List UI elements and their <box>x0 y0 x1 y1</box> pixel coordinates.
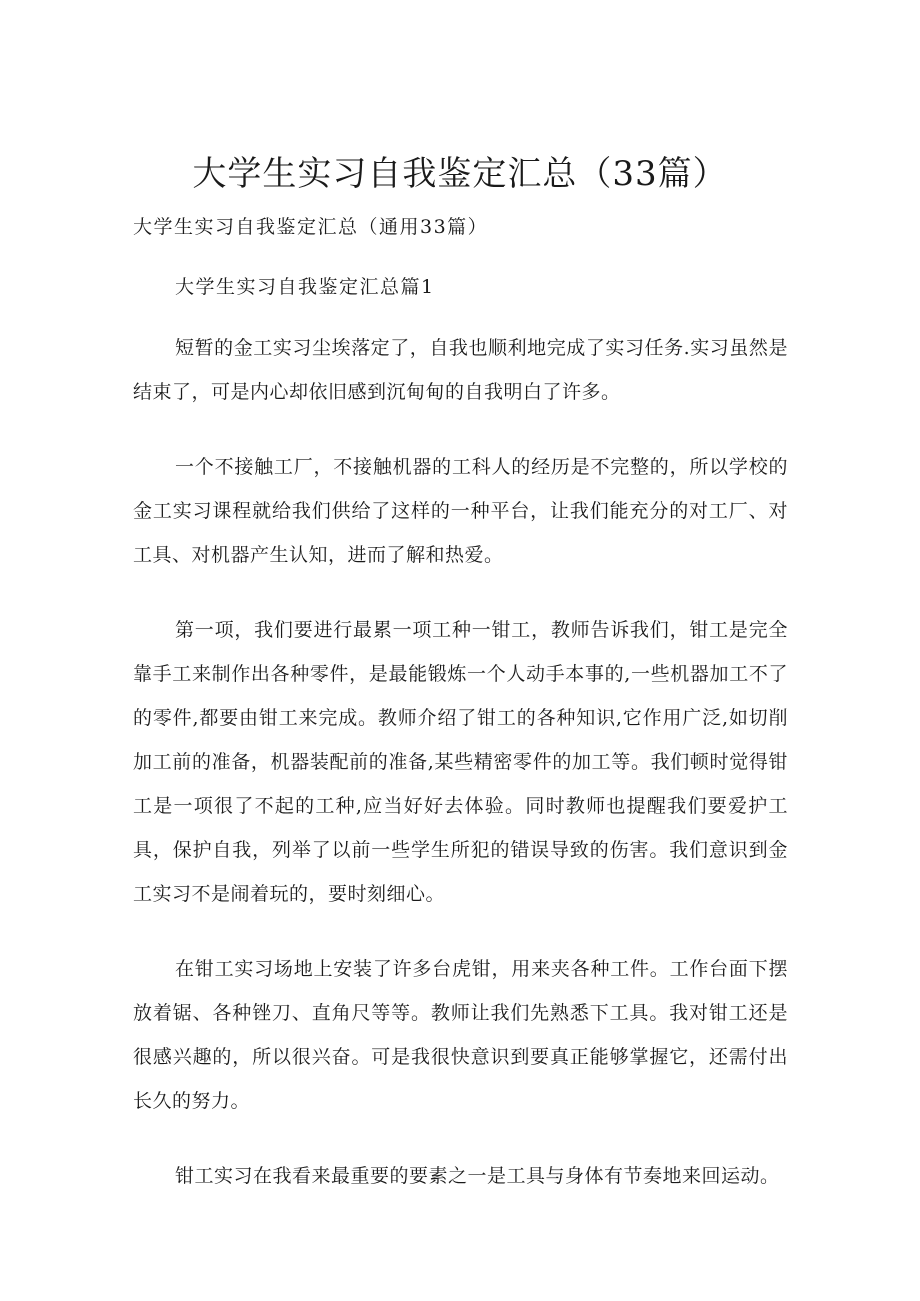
paragraph: 钳工实习在我看来最重要的要素之一是工具与身体有节奏地来回运动。 <box>175 1165 780 1187</box>
paragraph: 在钳工实习场地上安装了许多台虎钳，用来夹各种工件。工作台面下摆放着锯、各种锉刀、直角尺等等。教师让我们先熟悉下工具。我对钳工还是很感兴趣的，所以很兴奋。可是我很快意识到要真正能够掌握它，还需付出长久的努力。 <box>133 958 788 1112</box>
document-subtitle: 大学生实习自我鉴定汇总（通用33篇） <box>133 216 489 238</box>
document-title: 大学生实习自我鉴定汇总（33篇） <box>192 154 728 194</box>
section-heading: 大学生实习自我鉴定汇总篇1 <box>175 276 435 298</box>
document-body <box>133 326 788 1229</box>
paragraph: 短暂的金工实习尘埃落定了，自我也顺利地完成了实习任务.实习虽然是结束了，可是内心却依旧感到沉甸甸的自我明白了许多。 <box>133 337 788 403</box>
paragraph: 第一项，我们要进行最累一项工种一钳工，教师告诉我们，钳工是完全靠手工来制作出各种零件，是最能锻炼一个人动手本事的,一些机器加工不了的零件,都要由钳工来完成。教师介绍了钳工的各种知识,它作用广泛,如切削加工前的准备，机器装配前的准备,某些精密零件的加工等。我们顿时觉得钳工是一项很了不起的工种,应当好好去体验。同时教师也提醒我们要爱护工具，保护自我，列举了以前一些学生所犯的错误导致的伤害。我们意识到金工实习不是闹着玩的，要时刻细心。 <box>133 619 788 905</box>
paragraph: 一个不接触工厂，不接触机器的工科人的经历是不完整的，所以学校的金工实习课程就给我们供给了这样的一种平台，让我们能充分的对工厂、对工具、对机器产生认知，进而了解和热爱。 <box>133 456 788 566</box>
